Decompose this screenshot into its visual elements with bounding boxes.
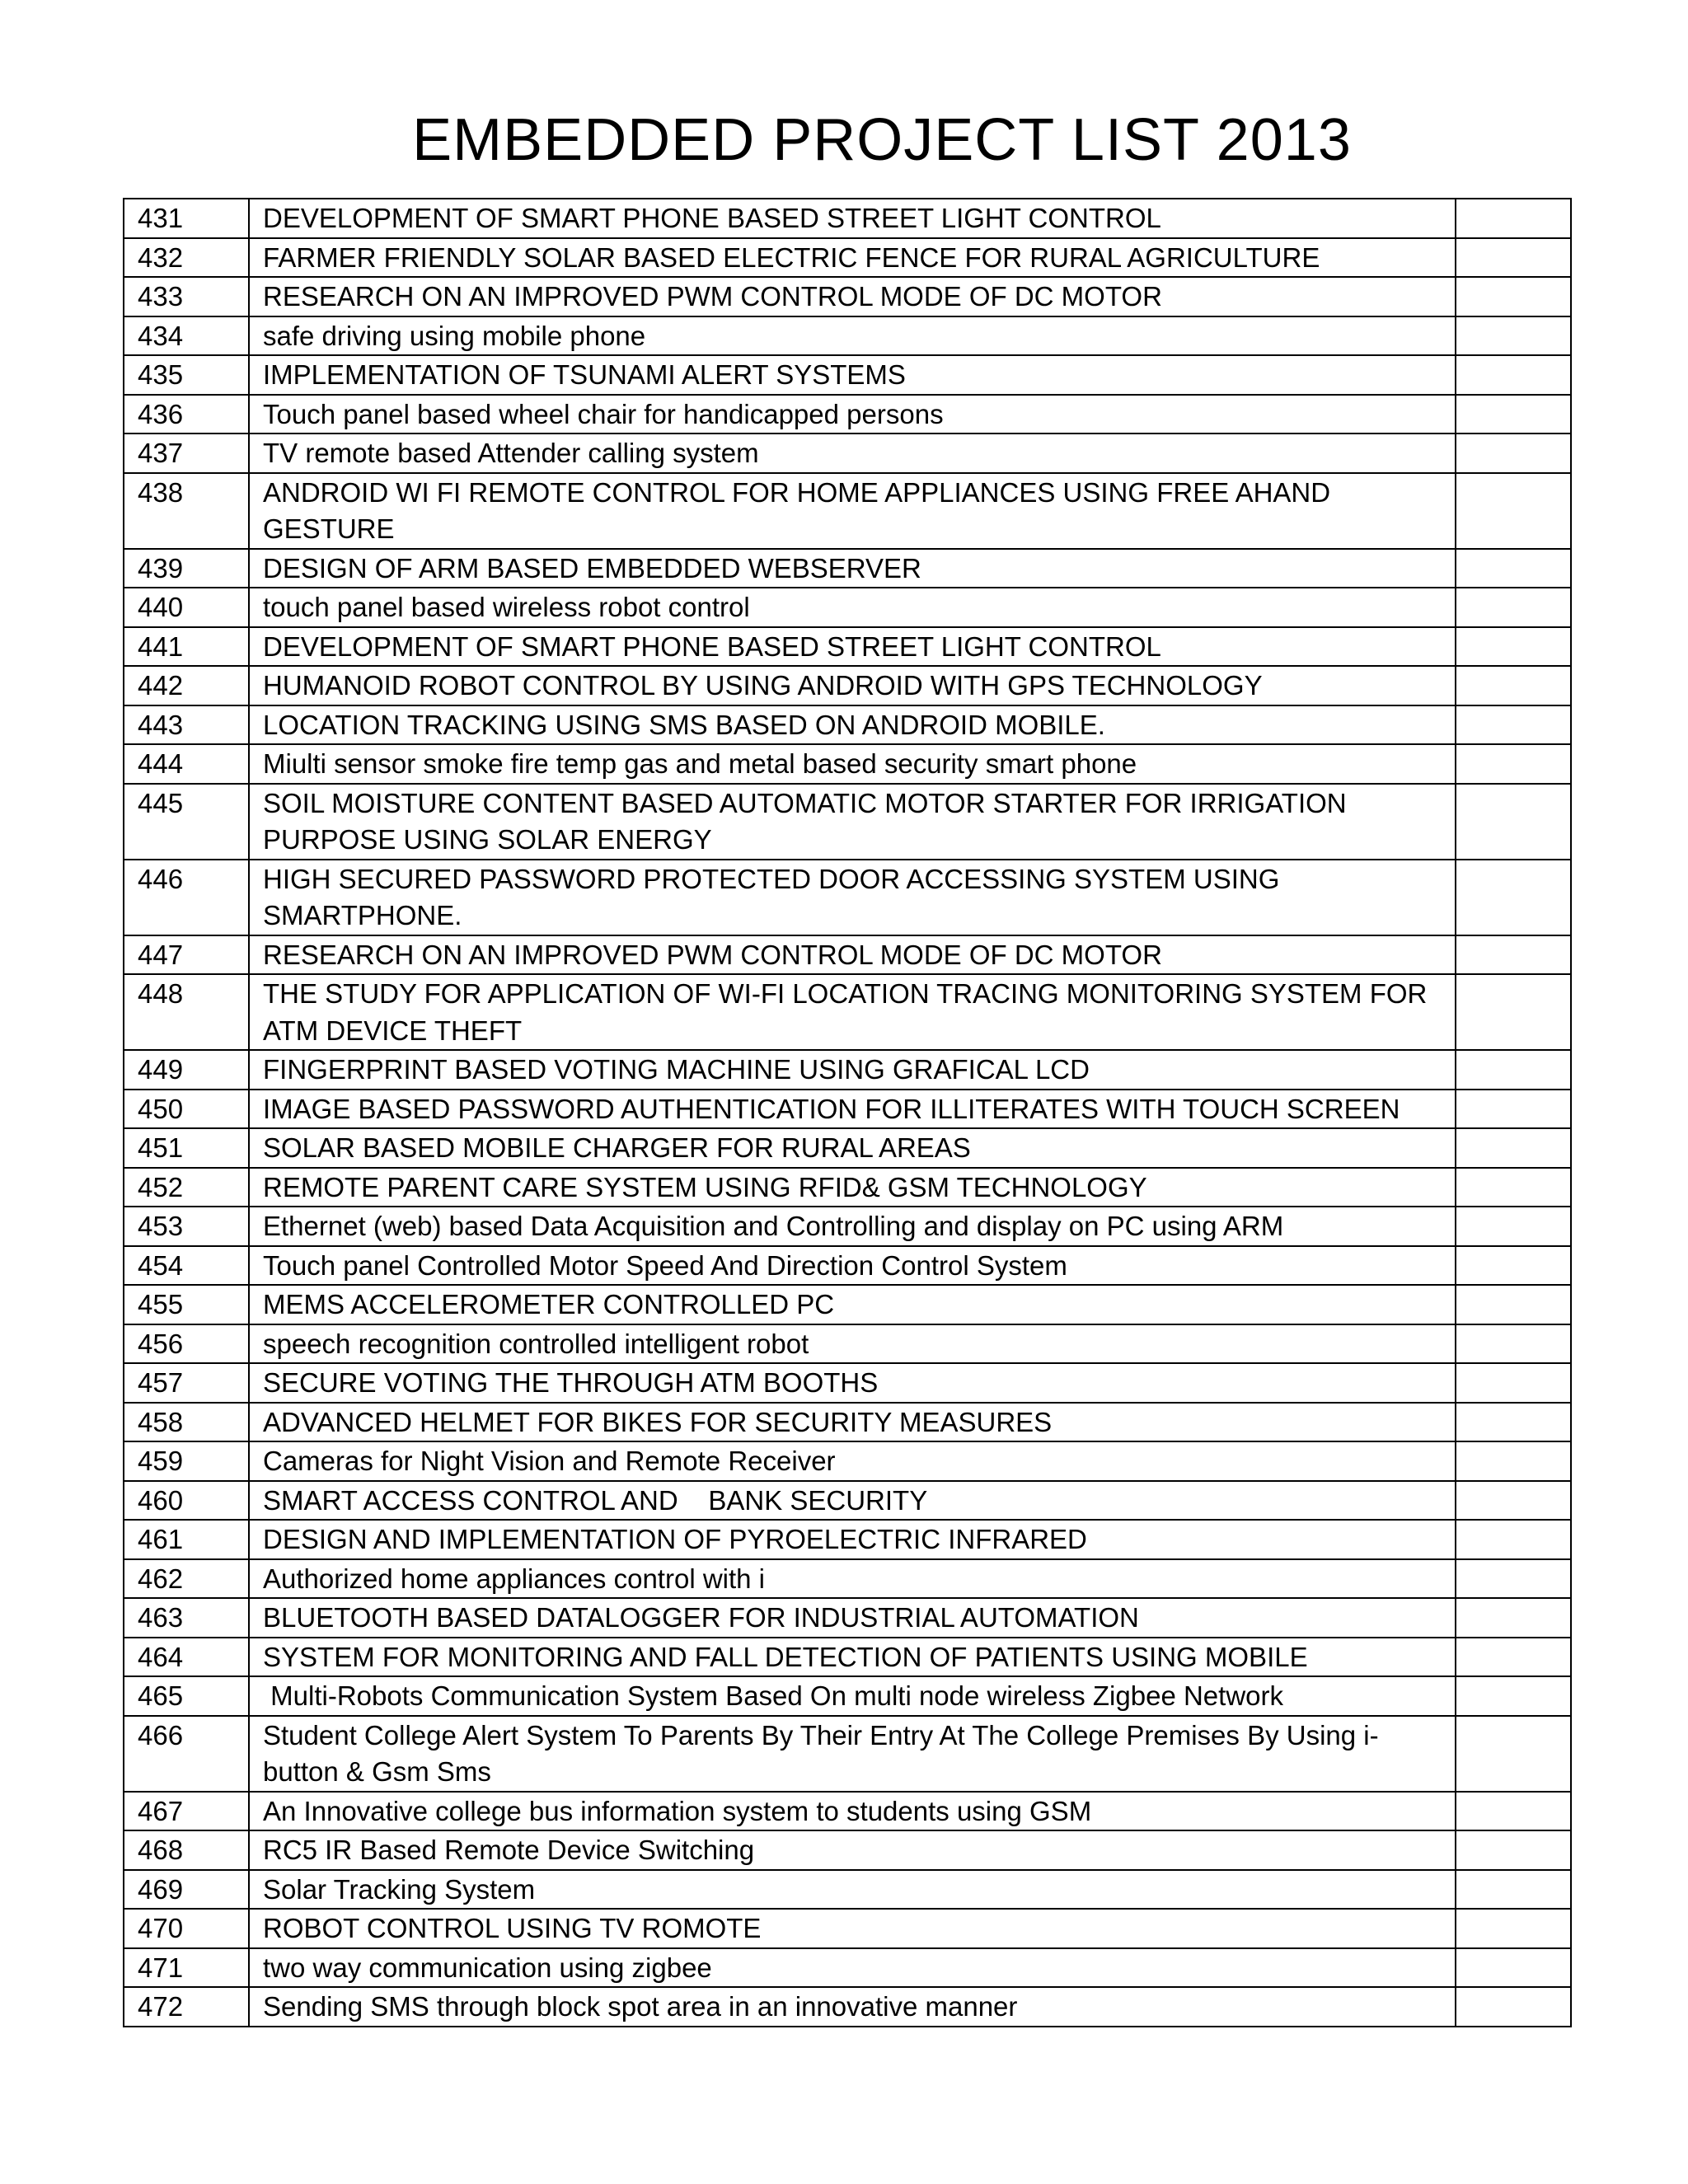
empty-cell xyxy=(1456,1948,1571,1988)
project-table-body xyxy=(124,199,1571,2027)
empty-cell xyxy=(1456,549,1571,588)
empty-cell xyxy=(1456,974,1571,1050)
project-number-cell: 448 xyxy=(124,974,249,1050)
project-number-cell: 453 xyxy=(124,1207,249,1246)
project-number-cell: 468 xyxy=(124,1830,249,1870)
table-row xyxy=(124,1128,1571,1168)
empty-cell xyxy=(1456,744,1571,784)
project-title-cell: TV remote based Attender calling system xyxy=(249,434,1456,473)
empty-cell xyxy=(1456,1909,1571,1948)
project-number-cell: 438 xyxy=(124,473,249,549)
project-title-cell: Authorized home appliances control with i xyxy=(249,1559,1456,1599)
table-row xyxy=(124,238,1571,278)
table-row xyxy=(124,1987,1571,2027)
table-row xyxy=(124,1520,1571,1559)
project-number-cell: 463 xyxy=(124,1598,249,1638)
project-title-cell: Sending SMS through block spot area in an innovative manner xyxy=(249,1987,1456,2027)
project-title-cell: Student College Alert System To Parents By Their Entry At The College Premises By Using i-button & Gsm Sms xyxy=(249,1716,1456,1792)
project-number-cell: 450 xyxy=(124,1090,249,1129)
table-row xyxy=(124,666,1571,705)
project-title-cell: Touch panel Controlled Motor Speed And Direction Control System xyxy=(249,1246,1456,1286)
table-row xyxy=(124,1441,1571,1481)
project-title-cell: MEMS ACCELEROMETER CONTROLLED PC xyxy=(249,1285,1456,1324)
project-title-cell: touch panel based wireless robot control xyxy=(249,588,1456,627)
project-number-cell: 470 xyxy=(124,1909,249,1948)
empty-cell xyxy=(1456,1403,1571,1442)
empty-cell xyxy=(1456,238,1571,278)
project-title-cell: SOLAR BASED MOBILE CHARGER FOR RURAL AREAS xyxy=(249,1128,1456,1168)
empty-cell xyxy=(1456,1559,1571,1599)
project-title-cell: Cameras for Night Vision and Remote Receiver xyxy=(249,1441,1456,1481)
project-number-cell: 457 xyxy=(124,1363,249,1403)
project-title-cell: SECURE VOTING THE THROUGH ATM BOOTHS xyxy=(249,1363,1456,1403)
table-row xyxy=(124,1948,1571,1988)
project-title-cell: BLUETOOTH BASED DATALOGGER FOR INDUSTRIAL AUTOMATION xyxy=(249,1598,1456,1638)
project-number-cell: 467 xyxy=(124,1792,249,1831)
project-title-cell: DEVELOPMENT OF SMART PHONE BASED STREET LIGHT CONTROL xyxy=(249,199,1456,238)
project-number-cell: 461 xyxy=(124,1520,249,1559)
project-title-cell: RESEARCH ON AN IMPROVED PWM CONTROL MODE OF DC MOTOR xyxy=(249,277,1456,316)
project-number-cell: 433 xyxy=(124,277,249,316)
table-row xyxy=(124,316,1571,356)
table-row xyxy=(124,434,1571,473)
empty-cell xyxy=(1456,1792,1571,1831)
project-number-cell: 462 xyxy=(124,1559,249,1599)
project-number-cell: 441 xyxy=(124,627,249,667)
empty-cell xyxy=(1456,473,1571,549)
empty-cell xyxy=(1456,935,1571,975)
empty-cell xyxy=(1456,1207,1571,1246)
project-title-cell: Multi-Robots Communication System Based On multi node wireless Zigbee Network xyxy=(249,1676,1456,1716)
empty-cell xyxy=(1456,1987,1571,2027)
project-title-cell: REMOTE PARENT CARE SYSTEM USING RFID& GSM TECHNOLOGY xyxy=(249,1168,1456,1207)
table-row xyxy=(124,1403,1571,1442)
project-title-cell: speech recognition controlled intelligent robot xyxy=(249,1324,1456,1364)
table-row xyxy=(124,1168,1571,1207)
project-title-cell: ROBOT CONTROL USING TV ROMOTE xyxy=(249,1909,1456,1948)
empty-cell xyxy=(1456,1441,1571,1481)
project-number-cell: 449 xyxy=(124,1050,249,1090)
table-row xyxy=(124,784,1571,860)
project-number-cell: 435 xyxy=(124,355,249,395)
project-number-cell: 452 xyxy=(124,1168,249,1207)
project-number-cell: 447 xyxy=(124,935,249,975)
empty-cell xyxy=(1456,1090,1571,1129)
empty-cell xyxy=(1456,705,1571,745)
empty-cell xyxy=(1456,1830,1571,1870)
empty-cell xyxy=(1456,199,1571,238)
project-title-cell: safe driving using mobile phone xyxy=(249,316,1456,356)
table-row xyxy=(124,1638,1571,1677)
empty-cell xyxy=(1456,1363,1571,1403)
project-title-cell: DEVELOPMENT OF SMART PHONE BASED STREET LIGHT CONTROL xyxy=(249,627,1456,667)
table-row xyxy=(124,395,1571,434)
project-title-cell: two way communication using zigbee xyxy=(249,1948,1456,1988)
table-row xyxy=(124,1090,1571,1129)
table-row xyxy=(124,1207,1571,1246)
empty-cell xyxy=(1456,1638,1571,1677)
project-title-cell: RC5 IR Based Remote Device Switching xyxy=(249,1830,1456,1870)
table-row xyxy=(124,627,1571,667)
table-row xyxy=(124,549,1571,588)
table-row xyxy=(124,1559,1571,1599)
project-title-cell: Ethernet (web) based Data Acquisition and Controlling and display on PC using ARM xyxy=(249,1207,1456,1246)
project-number-cell: 451 xyxy=(124,1128,249,1168)
table-row xyxy=(124,199,1571,238)
project-number-cell: 465 xyxy=(124,1676,249,1716)
table-row xyxy=(124,1716,1571,1792)
project-number-cell: 436 xyxy=(124,395,249,434)
table-row xyxy=(124,974,1571,1050)
table-row xyxy=(124,1830,1571,1870)
project-title-cell: Solar Tracking System xyxy=(249,1870,1456,1910)
project-title-cell: SMART ACCESS CONTROL AND BANK SECURITY xyxy=(249,1481,1456,1521)
empty-cell xyxy=(1456,1598,1571,1638)
project-table xyxy=(123,198,1572,2027)
empty-cell xyxy=(1456,355,1571,395)
project-number-cell: 443 xyxy=(124,705,249,745)
empty-cell xyxy=(1456,860,1571,935)
project-number-cell: 455 xyxy=(124,1285,249,1324)
empty-cell xyxy=(1456,588,1571,627)
project-number-cell: 440 xyxy=(124,588,249,627)
project-title-cell: ADVANCED HELMET FOR BIKES FOR SECURITY MEASURES xyxy=(249,1403,1456,1442)
project-number-cell: 466 xyxy=(124,1716,249,1792)
empty-cell xyxy=(1456,666,1571,705)
project-title-cell: HUMANOID ROBOT CONTROL BY USING ANDROID WITH GPS TECHNOLOGY xyxy=(249,666,1456,705)
empty-cell xyxy=(1456,1870,1571,1910)
project-number-cell: 439 xyxy=(124,549,249,588)
project-number-cell: 471 xyxy=(124,1948,249,1988)
project-title-cell: RESEARCH ON AN IMPROVED PWM CONTROL MODE OF DC MOTOR xyxy=(249,935,1456,975)
project-title-cell: IMAGE BASED PASSWORD AUTHENTICATION FOR ILLITERATES WITH TOUCH SCREEN xyxy=(249,1090,1456,1129)
table-row xyxy=(124,1792,1571,1831)
table-row xyxy=(124,588,1571,627)
empty-cell xyxy=(1456,1168,1571,1207)
project-number-cell: 437 xyxy=(124,434,249,473)
empty-cell xyxy=(1456,1324,1571,1364)
table-row xyxy=(124,1909,1571,1948)
table-row xyxy=(124,1324,1571,1364)
table-row xyxy=(124,1676,1571,1716)
project-number-cell: 454 xyxy=(124,1246,249,1286)
empty-cell xyxy=(1456,1716,1571,1792)
page-title: EMBEDDED PROJECT LIST 2013 xyxy=(412,107,1352,173)
empty-cell xyxy=(1456,1676,1571,1716)
empty-cell xyxy=(1456,1285,1571,1324)
project-number-cell: 459 xyxy=(124,1441,249,1481)
project-number-cell: 446 xyxy=(124,860,249,935)
empty-cell xyxy=(1456,1050,1571,1090)
project-number-cell: 464 xyxy=(124,1638,249,1677)
project-number-cell: 469 xyxy=(124,1870,249,1910)
project-number-cell: 432 xyxy=(124,238,249,278)
project-title-cell: FINGERPRINT BASED VOTING MACHINE USING GRAFICAL LCD xyxy=(249,1050,1456,1090)
project-number-cell: 434 xyxy=(124,316,249,356)
empty-cell xyxy=(1456,316,1571,356)
empty-cell xyxy=(1456,1481,1571,1521)
project-title-cell: LOCATION TRACKING USING SMS BASED ON ANDROID MOBILE. xyxy=(249,705,1456,745)
project-title-cell: Miulti sensor smoke fire temp gas and metal based security smart phone xyxy=(249,744,1456,784)
table-row xyxy=(124,1246,1571,1286)
project-title-cell: An Innovative college bus information system to students using GSM xyxy=(249,1792,1456,1831)
project-title-cell: DESIGN AND IMPLEMENTATION OF PYROELECTRIC INFRARED xyxy=(249,1520,1456,1559)
project-number-cell: 444 xyxy=(124,744,249,784)
project-number-cell: 460 xyxy=(124,1481,249,1521)
empty-cell xyxy=(1456,1128,1571,1168)
project-title-cell: HIGH SECURED PASSWORD PROTECTED DOOR ACCESSING SYSTEM USING SMARTPHONE. xyxy=(249,860,1456,935)
empty-cell xyxy=(1456,434,1571,473)
project-title-cell: IMPLEMENTATION OF TSUNAMI ALERT SYSTEMS xyxy=(249,355,1456,395)
project-number-cell: 442 xyxy=(124,666,249,705)
project-number-cell: 458 xyxy=(124,1403,249,1442)
table-row xyxy=(124,1598,1571,1638)
project-number-cell: 445 xyxy=(124,784,249,860)
table-row xyxy=(124,1050,1571,1090)
table-row xyxy=(124,1363,1571,1403)
project-title-cell: ANDROID WI FI REMOTE CONTROL FOR HOME APPLIANCES USING FREE AHAND GESTURE xyxy=(249,473,1456,549)
table-row xyxy=(124,355,1571,395)
empty-cell xyxy=(1456,395,1571,434)
empty-cell xyxy=(1456,784,1571,860)
table-row xyxy=(124,744,1571,784)
project-number-cell: 456 xyxy=(124,1324,249,1364)
project-title-cell: THE STUDY FOR APPLICATION OF WI-FI LOCATION TRACING MONITORING SYSTEM FOR ATM DEVICE THEFT xyxy=(249,974,1456,1050)
table-row xyxy=(124,1481,1571,1521)
project-title-cell: Touch panel based wheel chair for handicapped persons xyxy=(249,395,1456,434)
empty-cell xyxy=(1456,277,1571,316)
table-row xyxy=(124,277,1571,316)
table-row xyxy=(124,935,1571,975)
table-row xyxy=(124,1870,1571,1910)
project-title-cell: SYSTEM FOR MONITORING AND FALL DETECTION OF PATIENTS USING MOBILE xyxy=(249,1638,1456,1677)
project-number-cell: 472 xyxy=(124,1987,249,2027)
project-title-cell: DESIGN OF ARM BASED EMBEDDED WEBSERVER xyxy=(249,549,1456,588)
table-row xyxy=(124,1285,1571,1324)
table-row xyxy=(124,860,1571,935)
empty-cell xyxy=(1456,627,1571,667)
empty-cell xyxy=(1456,1246,1571,1286)
project-title-cell: FARMER FRIENDLY SOLAR BASED ELECTRIC FENCE FOR RURAL AGRICULTURE xyxy=(249,238,1456,278)
table-row xyxy=(124,473,1571,549)
table-row xyxy=(124,705,1571,745)
project-number-cell: 431 xyxy=(124,199,249,238)
project-title-cell: SOIL MOISTURE CONTENT BASED AUTOMATIC MOTOR STARTER FOR IRRIGATION PURPOSE USING SOLAR ENERGY xyxy=(249,784,1456,860)
empty-cell xyxy=(1456,1520,1571,1559)
